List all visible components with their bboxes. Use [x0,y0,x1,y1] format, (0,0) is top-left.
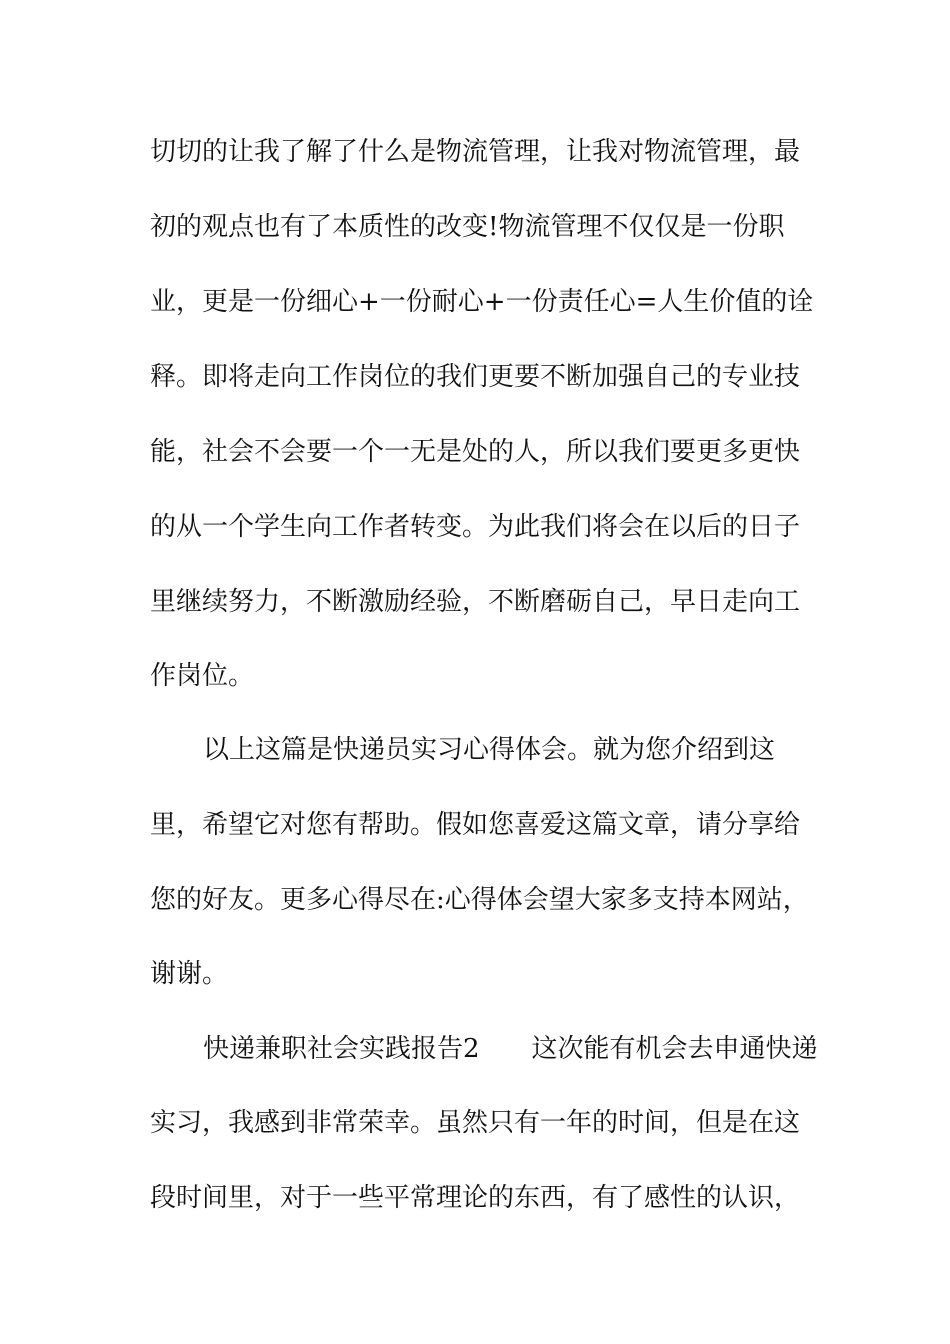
text-line: 您的好友。更多心得尽在:心得体会望大家多支持本网站， [150,885,809,915]
text-line: 里继续努力，不断激励经验，不断磨砺自己，早日走向工 [150,587,801,617]
text-line: 释。即将走向工作岗位的我们更要不断加强自己的专业技 [150,362,801,392]
text-line: 初的观点也有了本质性的改变!物流管理不仅仅是一份职 [150,212,785,242]
text-line: 作岗位。 [150,661,255,691]
text-line: 谢谢。 [150,959,229,989]
text-line: 的从一个学生向工作者转变。为此我们将会在以后的日子 [150,512,801,542]
text-line: 里，希望它对您有帮助。假如您喜爱这篇文章，请分享给 [150,810,801,840]
text-line: 段时间里，对于一些平常理论的东西，有了感性的认识， [150,1183,801,1213]
text-line: 能，社会不会要一个一无是处的人，所以我们要更多更快 [150,437,801,467]
section-heading-line: 快递兼职社会实践报告2 这次能有机会去申通快递 [203,1034,818,1064]
text-line: 实习，我感到非常荣幸。虽然只有一年的时间，但是在这 [150,1108,801,1138]
text-line: 业，更是一份细心+一份耐心+一份责任心=人生价值的诠 [150,287,814,317]
text-line: 切切的让我了解了什么是物流管理，让我对物流管理，最 [150,137,801,167]
paragraph-first-line: 以上这篇是快递员实习心得体会。就为您介绍到这 [203,735,776,765]
